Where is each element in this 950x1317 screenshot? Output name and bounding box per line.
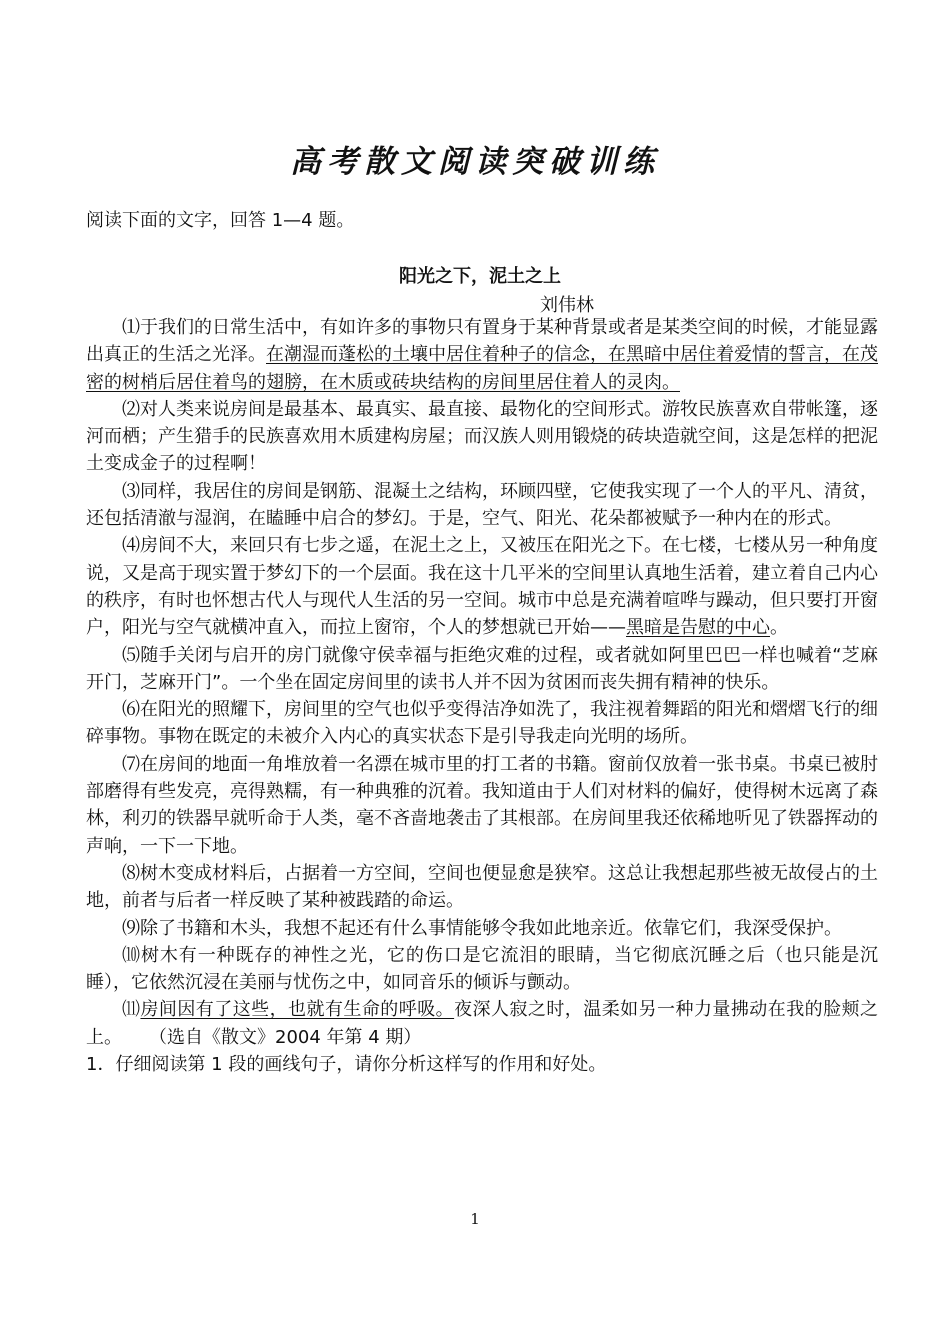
document-title: 高考散文阅读突破训练 — [290, 144, 660, 180]
paragraph-2 — [86, 396, 878, 478]
paragraph-6 — [86, 696, 878, 751]
paragraph-number: ⑵ — [122, 398, 140, 420]
paragraph-number: ⑽ — [122, 944, 141, 966]
paragraph-7 — [86, 751, 878, 860]
paragraph-text: 随手关闭与启开的房门就像守侯幸福与拒绝灾难的过程，或者就如阿里巴巴一样也喊着“芝麻开门，芝麻开门”。一个坐在固定房间里的读书人并不因为贫困而丧失拥有精神的快乐。 — [86, 644, 879, 693]
paragraph-text: 在阳光的照耀下，房间里的空气也似乎变得洁净如洗了，我注视着舞蹈的阳光和熠熠飞行的细碎事物。事物在既定的未被介入内心的真实状态下是引导我走向光明的场所。 — [86, 699, 878, 748]
paragraph-end: 。 — [770, 617, 788, 639]
paragraph-number: ⑴ — [122, 317, 140, 338]
underlined-sentence: 在潮湿而蓬松的土壤中居住着种子的信念，在黑暗中居住着爱情的誓言，在茂密的树梢后居住着鸟的翅膀，在木质或砖块结构的房间里居住着人的灵肉。 — [86, 344, 878, 393]
paragraph-text: 树木有一种既存的神性之光，它的伤口是它流泪的眼睛，当它彻底沉睡之后（也只能是沉睡），它依然沉浸在美丽与忧伤之中，如同音乐的倾诉与颤动。 — [86, 944, 879, 994]
question-1: 1．仔细阅读第 1 段的画线句子，请你分析这样写的作用和好处。 — [86, 1054, 607, 1076]
underlined-sentence: 房间因有了这些，也就有生命的呼吸。 — [140, 999, 455, 1021]
paragraph-4 — [86, 532, 878, 641]
paragraph-number: ⑷ — [122, 535, 140, 557]
paragraph-text: 树木变成材料后，占据着一方空间，空间也便显愈是狭窄。这总让我想起那些被无故侵占的土地，前者与后者一样反映了某种被践踏的命运。 — [86, 862, 878, 912]
paragraph-number: ⑾ — [122, 999, 141, 1021]
paragraph-5 — [86, 642, 878, 697]
paragraph-8 — [86, 860, 878, 915]
paragraph-9 — [86, 915, 878, 942]
paragraph-1 — [86, 314, 878, 396]
paragraph-3 — [86, 478, 878, 533]
paragraph-text: 同样，我居住的房间是钢筋、混凝土之结构，环顾四壁，它使我实现了一个人的平凡、清贫，还包括清澈与湿润，在瞌睡中启合的梦幻。于是，空气、阳光、花朵都被赋予一种内在的形式。 — [86, 480, 878, 530]
article-body — [86, 314, 878, 1078]
article-author: 刘伟林 — [540, 295, 594, 316]
paragraph-text: 除了书籍和木头，我想不起还有什么事情能够令我如此地亲近。依靠它们，我深受保护。 — [140, 917, 842, 939]
paragraph-text: 房间不大，来回只有七步之遥，在泥土之上，又被压在阳光之下。在七楼，七楼从另一种角度说，又是高于现实置于梦幻下的一个层面。我在这十几平米的空间里认真地生活着，建立着自己内心的秩序，有时也怀想古代人与现代人生活的另一空间。城市中总是充满着喧哗与躁动，但只要打开窗户，阳光与空气就横冲直入，而拉上窗帘，个人的梦想就已开始—— — [86, 535, 878, 639]
paragraph-11 — [86, 996, 878, 1051]
paragraph-number: ⑻ — [122, 862, 140, 884]
paragraph-number: ⑸ — [122, 644, 141, 666]
page-number: 1 — [470, 1210, 480, 1228]
paragraph-number: ⑺ — [122, 753, 140, 775]
paragraph-number: ⑼ — [122, 917, 140, 939]
paragraph-number: ⑶ — [122, 480, 140, 502]
source-citation: （选自《散文》2004 年第 4 期） — [158, 1026, 422, 1048]
paragraph-10 — [86, 942, 878, 997]
paragraph-text: 于我们的日常生活中，有如许多的事物只有置身于某种背景或者是某类空间的时候，才能显露出真正的生活之光泽。 — [86, 317, 878, 366]
article-title: 阳光之下，泥土之上 — [399, 266, 561, 287]
paragraph-number: ⑹ — [122, 699, 140, 721]
paragraph-text: 对人类来说房间是最基本、最真实、最直接、最物化的空间形式。游牧民族喜欢自带帐篷，逐河而栖；产生猎手的民族喜欢用木质建构房屋；而汉族人则用锻烧的砖块造就空间，这是怎样的把泥土变成金子的过程啊！ — [86, 398, 878, 475]
underlined-phrase: 黑暗是告慰的中心 — [626, 617, 770, 639]
paragraph-text: 在房间的地面一角堆放着一名漂在城市里的打工者的书籍。窗前仅放着一张书桌。书桌已被肘部磨得有些发亮，亮得熟糯，有一种典雅的沉着。我知道由于人们对材料的偏好，使得树木远离了森林，利刃的铁器早就听命于人类，毫不吝啬地袭击了其根部。在房间里我还依稀地听见了铁器挥动的声响，一下一下地。 — [86, 753, 878, 857]
instructions: 阅读下面的文字，回答 1—4 题。 — [86, 210, 355, 231]
paragraph-text: 夜深人寂之时，温柔如另一种力量拂动在我的脸颊之上。 — [86, 999, 879, 1048]
